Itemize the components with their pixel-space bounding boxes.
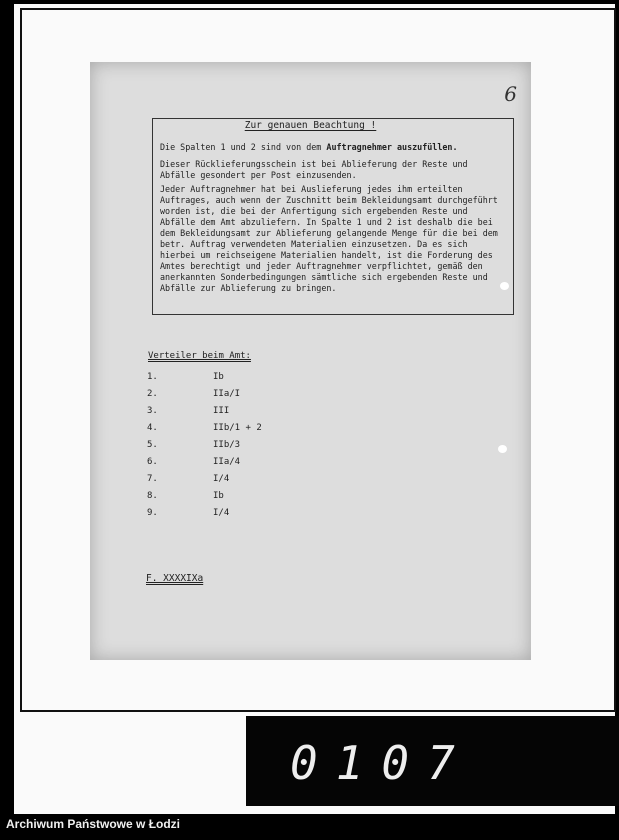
archive-name: Archiwum Państwowe w Łodzi [6, 817, 181, 831]
row-number: 9. [147, 508, 158, 518]
row-number: 4. [147, 423, 158, 433]
office-code: IIa/4 [213, 457, 241, 467]
notice-title: Zur genauen Beachtung ! [244, 120, 377, 131]
notice-p1-text: Die Spalten 1 und 2 sind von dem [160, 142, 327, 152]
row-number: 5. [147, 440, 158, 450]
office-code: IIb/3 [213, 440, 241, 450]
document-page [90, 62, 531, 660]
notice-paragraph-2: Dieser Rücklieferungsschein ist bei Ablieferung der Reste und Abfälle gesondert per Post einzusenden. [160, 159, 468, 180]
office-code: III [213, 406, 230, 416]
office-code: IIa/I [213, 389, 241, 399]
notice-paragraph-1 [160, 142, 500, 153]
notice-p1-bold: Auftragnehmer auszufüllen. [326, 142, 458, 152]
distribution-title: Verteiler beim Amt: [148, 351, 251, 361]
page-number: 6 [504, 82, 517, 106]
office-code: Ib [213, 491, 224, 501]
office-code: I/4 [213, 474, 230, 484]
punch-hole [500, 282, 509, 290]
row-number: 1. [147, 372, 158, 382]
row-number: 3. [147, 406, 158, 416]
punch-hole [498, 445, 507, 453]
notice-paragraph-3: Jeder Auftragnehmer hat bei Auslieferung jedes ihm erteilten Auftrages, auch wenn der Zuschnitt beim Bekleidungsamt durchgeführt worden ist, die bei der Anfertigung sich ergebenden Reste und Abfälle dem Amt abzuliefern. In Spalte 1 und 2 ist deshalb die bei dem Bekleidungsamt zur Ablieferung gelangende Menge für die bei dem betr. Auftrag verwendeten Materialien einzusetzen. Da es sich hierbei um reichseigene Materialien handelt, ist die Forderung des Amtes berechtigt und jeder Auftragnehmer verpflichtet, gemäß den anerkannten Sonderbedingungen sämtliche sich ergebenden Reste und Abfälle zur Ablieferung zu bringen. [160, 184, 498, 293]
row-number: 2. [147, 389, 158, 399]
row-number: 6. [147, 457, 158, 467]
office-code: Ib [213, 372, 224, 382]
row-number: 7. [147, 474, 158, 484]
office-code: I/4 [213, 508, 230, 518]
file-reference: F. XXXXIXa [146, 573, 204, 584]
row-number: 8. [147, 491, 158, 501]
office-code: IIb/1 + 2 [213, 423, 262, 433]
frame-number: 0107 [290, 736, 473, 790]
